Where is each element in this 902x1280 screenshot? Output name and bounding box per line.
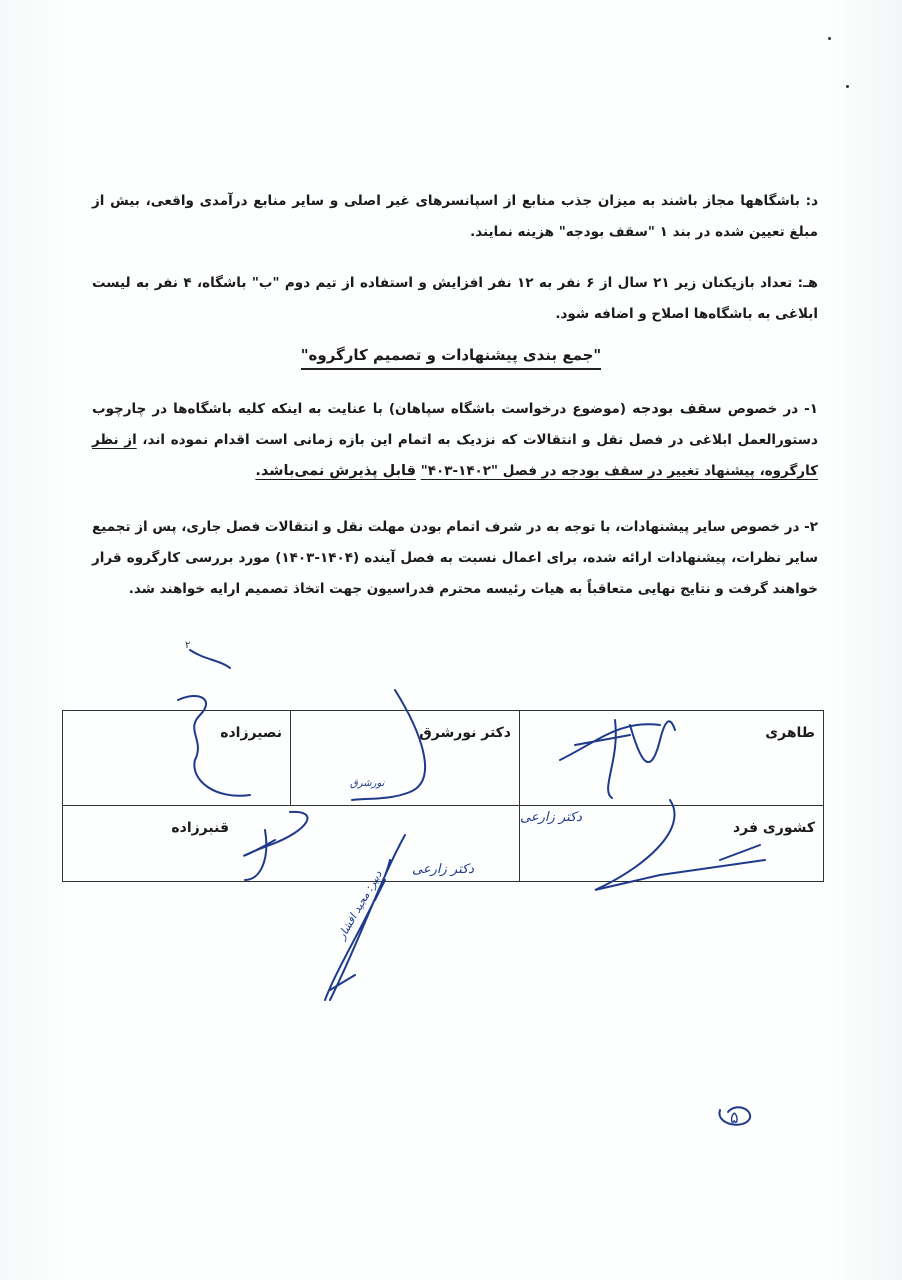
clause-d: د: باشگاهها مجاز باشند به میزان جذب منابع از اسپانسرهای غیر اصلی و سایر منابع درآمدی واقعی، بیش از مبلغ تعیین شده در بند ۱ "سقف بودجه" هزینه نمایند. xyxy=(92,193,818,240)
item-1-prefix: ۱- در خصوص xyxy=(727,401,819,417)
item-1-underlined: از نظر کارگروه، پیشنهاد تغییر در سقف بودجه در فصل "۱۴۰۲-۴۰۳" xyxy=(92,432,818,479)
item-1-body: (موضوع درخواست باشگاه سپاهان) با عنایت به اینکه کلیه باشگاه‌ها در چارچوب دستورالعمل ابلاغی در فصل نقل و انتقالات که نزدیک به اتمام این بازه زمانی است اقدام نموده اند، xyxy=(92,401,818,448)
clause-h-text: : تعداد بازیکنان زیر ۲۱ سال از ۶ نفر به ۱۲ نفر افزایش و استفاده از تیم دوم "ب" باشگاه، ۴ نفر به لیست ابلاغی به باشگاه‌ها اصلاح و اضافه شود. xyxy=(92,275,818,322)
scan-speck xyxy=(846,85,849,88)
item-2: ۲- در خصوص سایر پیشنهادات، با توجه به در شرف اتمام بودن مهلت نقل و انتقالات فصل جاری، پس از تجمیع سایر نظرات، پیشنهادات ارائه شده، برای اعمال نسبت به فصل آینده (۱۴۰۴-۱۴۰۳) مورد بررسی کارگروه قرار خواهند گرفت و نتایج نهایی متعاقباً به هیات رئیسه محترم فدراسیون جهت اتخاذ تصمیم ارایه خواهند شد. xyxy=(92,519,819,597)
signatory-cell: دکتر نورشرق xyxy=(291,711,520,806)
clause-h xyxy=(92,268,818,330)
signature-table xyxy=(62,710,824,882)
page-number: ۵ xyxy=(730,1108,739,1127)
signatory-cell: کشوری فرد xyxy=(520,806,824,882)
signatory-cell: نصیرزاده xyxy=(63,711,291,806)
handwritten-note: دکتر زارعی xyxy=(520,810,582,825)
handwritten-initials: نورشرق xyxy=(350,778,385,789)
item-1 xyxy=(92,394,818,487)
item-1-bold: سقف بودجه xyxy=(632,401,722,417)
signatory-cell: طاهری xyxy=(520,711,824,806)
item-1-decision: قابل پذیرش نمی‌باشد. xyxy=(255,463,416,479)
clause-h-label: هـ xyxy=(802,275,818,291)
section-heading xyxy=(0,346,902,364)
handwritten-note: دبیر: مجید افشار xyxy=(335,868,385,942)
signatory-cell: قنبرزاده xyxy=(63,806,520,882)
scan-speck xyxy=(828,37,831,40)
handwritten-note: دکتر زارعی xyxy=(412,862,474,877)
corner-mark: ۲ xyxy=(185,640,191,651)
section-heading-text: "جمع بندی پیشنهادات و تصمیم کارگروه" xyxy=(301,346,602,370)
